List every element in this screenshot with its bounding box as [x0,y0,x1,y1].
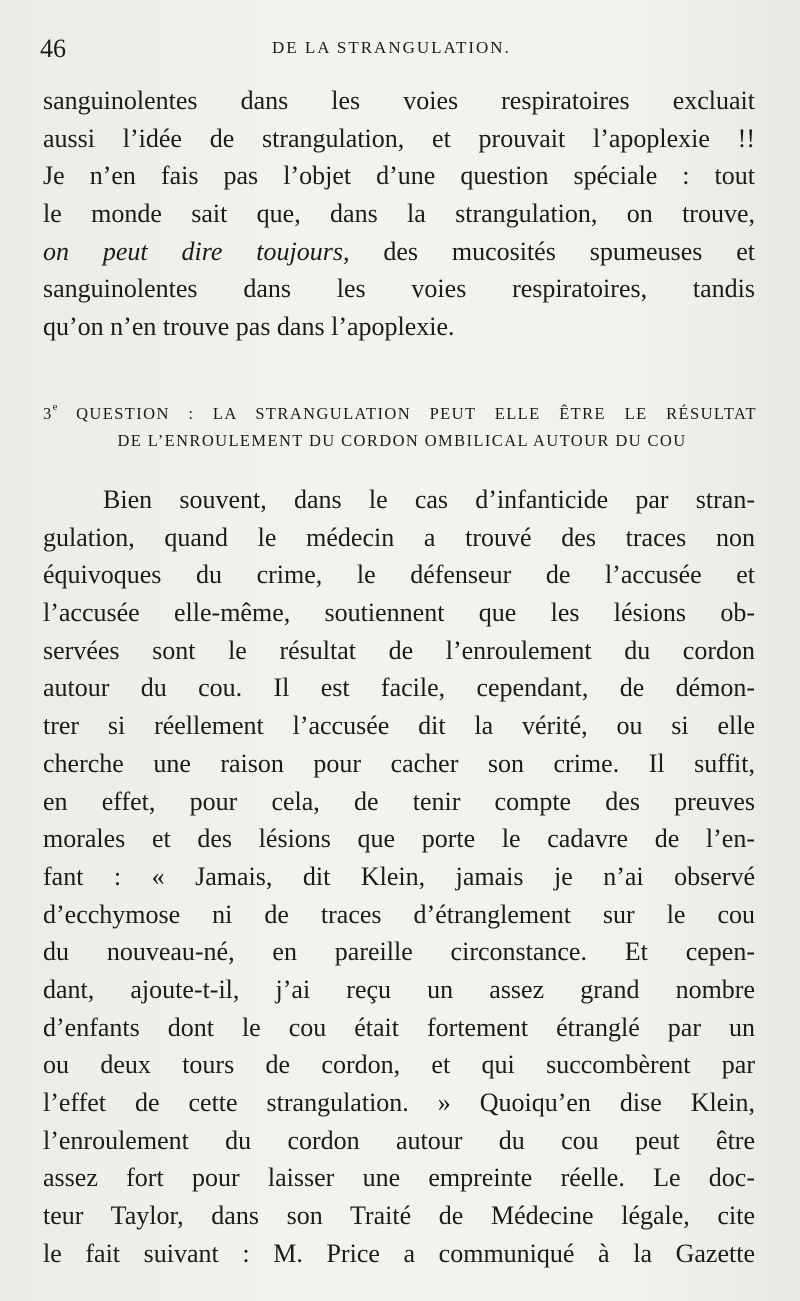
text-line: fant : « Jamais, dit Klein, jamais je n’ai observé [43,861,755,891]
text-span: des mucosités spumeuses et [349,236,755,266]
text-line: qu’on n’en trouve pas dans l’apoplexie. [43,312,455,342]
text-line: Je n’en fais pas l’objet d’une question spéciale : tout [43,161,755,191]
heading-line-2: DE L’ENROULEMENT DU CORDON OMBILICAL AUTOUR DU COU [117,431,687,450]
running-title: DE LA STRANGULATION. [272,38,511,57]
text-line: le fait suivant : M. Price a communiqué à la Gazette [43,1238,755,1268]
text-line: l’accusée elle-même, soutiennent que les lésions ob- [43,598,755,628]
text-line: servées sont le résultat de l’enroulement du cordon [43,635,755,665]
paragraph-2 [43,481,755,1272]
text-line: sanguinolentes dans les voies respiratoires excluait [43,86,755,115]
text-line-mixed [43,233,755,271]
text-line: sanguinolentes dans les voies respiratoires, tandis [43,274,755,304]
heading-text: QUESTION : LA STRANGULATION PEUT ELLE ÊTRE LE RÉSULTAT [57,404,757,423]
text-line: en effet, pour cela, de tenir compte des preuves [43,786,755,816]
text-line: d’enfants dont le cou était fortement étranglé par un [43,1012,755,1042]
text-line: cherche une raison pour cacher son crime. Il suffit, [43,748,755,778]
text-line: assez fort pour laisser une empreinte réelle. Le doc- [43,1163,755,1193]
paragraph-1 [43,82,755,346]
running-head [40,34,752,64]
text-line: gulation, quand le médecin a trouvé des traces non [43,522,755,552]
text-line: aussi l’idée de strangulation, et prouvait l’apoplexie !! [43,123,755,153]
text-line: l’effet de cette strangulation. » Quoiqu’en dise Klein, [43,1088,755,1117]
text-line: ou deux tours de cordon, et qui succombèrent par [43,1050,755,1080]
text-line: Bien souvent, dans le cas d’infanticide par stran- [103,485,755,514]
text-line: d’ecchymose ni de traces d’étranglement sur le cou [43,899,755,929]
text-line: morales et des lésions que porte le cadavre de l’en- [43,824,755,854]
question-number: 3 [43,404,53,423]
text-line: équivoques du crime, le défenseur de l’accusée et [43,560,755,590]
italic-phrase: on peut dire toujours, [43,236,350,266]
page-number: 46 [40,34,66,63]
section-heading [43,390,757,458]
text-line: dant, ajoute-t-il, j’ai reçu un assez grand nombre [43,974,755,1004]
ordinal-superscript: e [52,401,58,413]
text-line: du nouveau-né, en pareille circonstance. Et cepen- [43,937,755,967]
heading-line-1 [43,390,757,424]
text-line: trer si réellement l’accusée dit la vérité, ou si elle [43,711,755,741]
text-line: autour du cou. Il est facile, cependant, de démon- [43,673,755,703]
text-line: le monde sait que, dans la strangulation, on trouve, [43,199,755,229]
text-line: teur Taylor, dans son Traité de Médecine légale, cite [43,1201,755,1231]
text-line: l’enroulement du cordon autour du cou peut être [43,1125,755,1155]
